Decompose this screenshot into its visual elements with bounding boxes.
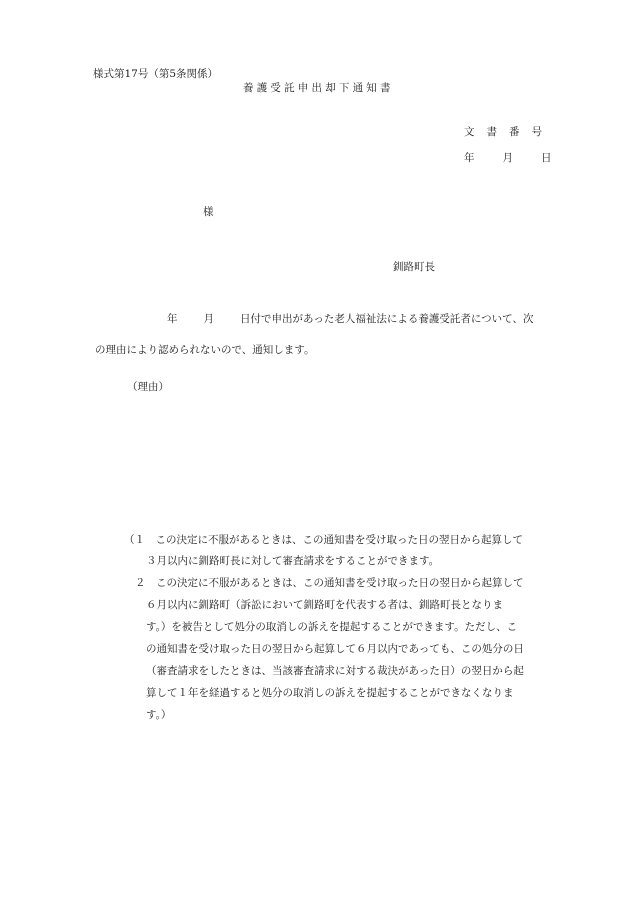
body-line1-text: 日付で申出があった老人福祉法による養護受託者について、次 xyxy=(240,313,534,325)
body-year: 年 xyxy=(167,313,178,325)
note-2-line-3: す。）を被告として処分の取消しの訴えを提起することができます。ただし、こ xyxy=(146,621,518,633)
note-2-line-6: 算して１年を経過すると処分の取消しの訴えを提起することができなくなりま xyxy=(146,687,514,699)
recipient-suffix: 様 xyxy=(203,206,214,218)
note-2-line-4: の通知書を受け取った日の翌日から起算して６月以内であっても、この処分の日 xyxy=(146,643,524,655)
note-2-line-2: ６月以内に釧路町（訴訟において釧路町を代表する者は、釧路町長となりま xyxy=(146,599,503,611)
note-1-line-1: （１ この決定に不服があるときは、この通知書を受け取った日の翌日から起算して xyxy=(124,534,523,546)
date-year: 年 xyxy=(464,152,475,164)
document-title: 養護受託申出却下通知書 xyxy=(243,82,394,94)
date-month: 月 xyxy=(502,152,513,164)
date-day: 日 xyxy=(541,152,552,164)
doc-number-char-2: 書 xyxy=(486,126,497,138)
document-number-label xyxy=(464,124,542,139)
doc-number-char-1: 文 xyxy=(464,126,475,138)
date-field xyxy=(464,150,552,165)
reason-label: （理由） xyxy=(127,381,169,393)
issuer-name: 釧路町長 xyxy=(393,261,435,273)
body-month: 月 xyxy=(203,313,214,325)
note-2-line-1: ２ この決定に不服があるときは、この通知書を受け取った日の翌日から起算して xyxy=(135,577,524,589)
note-2-line-5: （審査請求をしたときは、当該審査請求に対する裁決があった日）の翌日から起 xyxy=(146,665,524,677)
body-line-2: の理由により認められないので、通知します。 xyxy=(95,344,315,356)
note-1-line-2: ３月以内に釧路町長に対して審査請求をすることができます。 xyxy=(146,555,440,567)
body-line-1 xyxy=(167,311,533,326)
note-2-line-7: す。） xyxy=(146,709,172,721)
doc-number-char-4: 号 xyxy=(531,126,542,138)
form-number: 様式第17号（第5条関係） xyxy=(93,68,219,80)
doc-number-char-3: 番 xyxy=(509,126,520,138)
